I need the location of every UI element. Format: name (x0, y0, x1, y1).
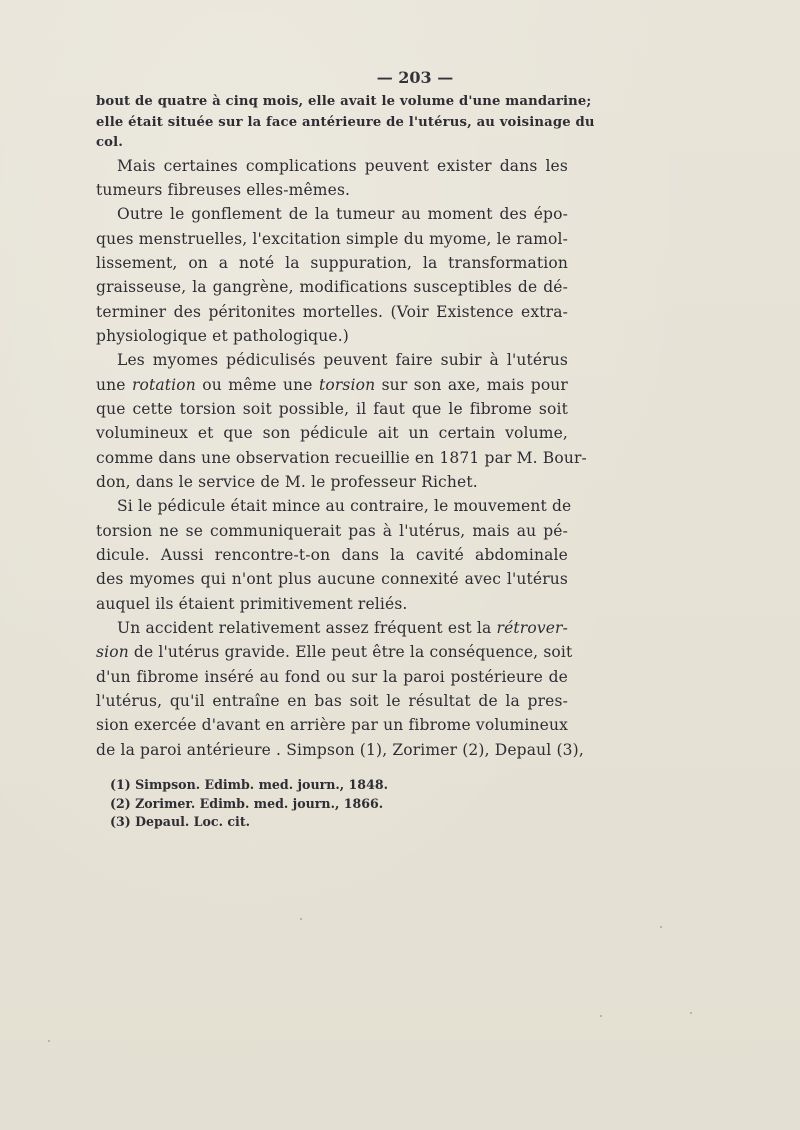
footnote: (2) Zorimer. Edimb. med. journ., 1866. (110, 795, 384, 811)
text-line: dicule. Aussi rencontre-t-on dans la cavité abdominale (96, 546, 568, 564)
text-segment: ou même une (195, 375, 319, 394)
text-line: col. (96, 135, 124, 150)
italic-term: rétrover- (496, 619, 568, 638)
text-line: Les myomes pédiculisés peuvent faire subir à l'utérus (117, 351, 568, 370)
paper-speck (660, 926, 662, 928)
paper-speck (48, 1040, 50, 1042)
text-line: Mais certaines complications peuvent exister dans les (117, 156, 568, 175)
text-line: sion exercée d'avant en arrière par un fibrome volumineux (96, 716, 568, 735)
text-line: ques menstruelles, l'excitation simple du myome, le ramol- (96, 229, 568, 248)
footnote: (3) Depaul. Loc. cit. (110, 814, 251, 829)
text-line: auquel ils étaient primitivement reliés. (96, 594, 408, 613)
text-segment: une (96, 375, 132, 394)
text-segment: sur son axe, mais pour (375, 375, 568, 394)
text-line: torsion ne se communiquerait pas à l'utérus, mais au pé- (96, 521, 568, 540)
italic-term: sion (96, 643, 129, 662)
page-number: — 203 — (376, 68, 454, 87)
text-line: lissement, on a noté la suppuration, la transformation (96, 253, 568, 272)
footnote: (1) Simpson. Edimb. med. journ., 1848. (110, 777, 388, 792)
text-segment: Un accident relativement assez fréquent est la (117, 619, 497, 638)
text-segment: de l'utérus gravide. Elle peut être la conséquence, soit (128, 643, 573, 662)
text-line: comme dans une observation recueillie en 1871 par M. Bour- (96, 448, 587, 467)
text-line: elle était située sur la face antérieure de l'utérus, au voisinage du (96, 114, 595, 130)
text-line (96, 616, 568, 640)
text-line: Si le pédicule était mince au contraire, le mouvement de (117, 497, 572, 516)
text-line: des myomes qui n'ont plus aucune connexité avec l'utérus (96, 570, 568, 589)
text-line: physiologique et pathologique.) (96, 326, 349, 345)
text-line: tumeurs fibreuses elles-mêmes. (96, 180, 351, 199)
text-line: l'utérus, qu'il entraîne en bas soit le résultat de la pres- (96, 692, 568, 711)
text-line: Outre le gonflement de la tumeur au moment des épo- (117, 205, 568, 224)
text-line: de la paroi antérieure . Simpson (1), Zorimer (2), Depaul (3), (96, 740, 584, 759)
paper-speck (690, 1012, 692, 1014)
text-line: don, dans le service de M. le professeur Richet. (96, 472, 478, 491)
text-line: que cette torsion soit possible, il faut que le fibrome soit (96, 399, 568, 418)
text-line: terminer des péritonites mortelles. (Voir Existence extra- (96, 302, 568, 321)
paper-speck (300, 918, 302, 920)
text-line: d'un fibrome inséré au fond ou sur la paroi postérieure de (96, 667, 568, 686)
italic-term: torsion (318, 375, 376, 394)
text-line (96, 640, 573, 664)
text-line: graisseuse, la gangrène, modifications susceptibles de dé- (96, 278, 568, 297)
text-line: volumineux et que son pédicule ait un certain volume, (96, 424, 568, 443)
footnotes (110, 776, 510, 832)
body-text (96, 92, 595, 762)
paper-speck (600, 1015, 602, 1017)
text-line: bout de quatre à cinq mois, elle avait le volume d'une mandarine; (96, 94, 592, 109)
text-line (96, 373, 568, 397)
italic-term: rotation (131, 375, 196, 394)
